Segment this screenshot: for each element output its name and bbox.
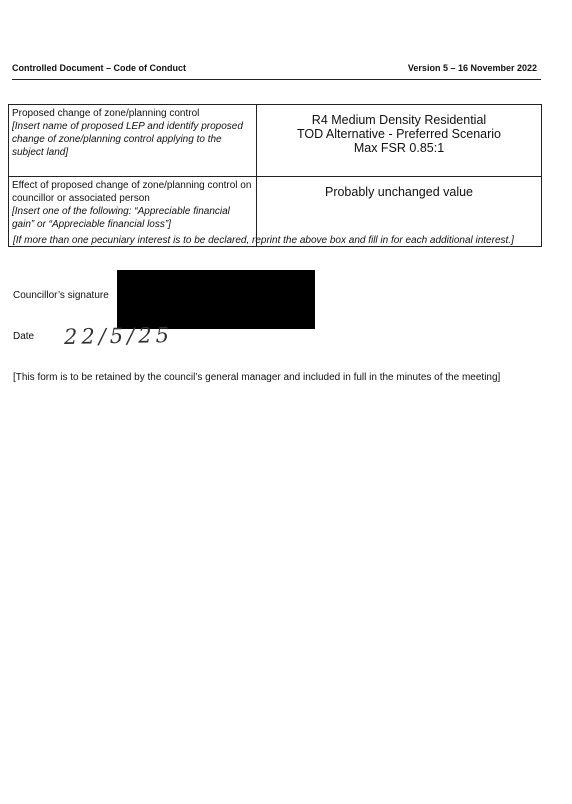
interest-table [8,104,542,247]
signature-redaction [117,270,315,329]
header-divider [12,79,541,80]
document-title: Controlled Document – Code of Conduct [12,63,186,73]
effect-label: Effect of proposed change of zone/planning control on councillor or associated person [12,180,252,204]
zone-change-value-cell [257,105,542,177]
effect-value: Probably unchanged value [324,185,474,199]
zone-change-label: Proposed change of zone/planning control [12,108,200,119]
zone-change-label-cell [9,105,257,177]
effect-instruction: [Insert one of the following: “Appreciable financial gain” or “Appreciable financial loss”] [12,206,230,230]
table-row [9,105,542,177]
date-label: Date [13,331,35,342]
handwritten-date: 22/5/25 [63,323,174,349]
zone-change-value-line: Max FSR 0.85:1 [353,141,445,155]
reprint-note: [If more than one pecuniary interest is to be declared, reprint the above box and fill in for each additional interest.] [13,235,514,246]
zone-change-value-line: TOD Alternative - Preferred Scenario [296,127,502,141]
document-version: Version 5 – 16 November 2022 [407,63,537,73]
zone-change-value-line: R4 Medium Density Residential [311,113,487,127]
document-header [12,63,540,79]
zone-change-instruction: [Insert name of proposed LEP and identify proposed change of zone/planning control applying to the subject land] [12,121,243,158]
signature-label: Councillor’s signature [13,290,109,301]
retention-note: [This form is to be retained by the council’s general manager and included in full in the minutes of the meeting] [13,372,501,383]
